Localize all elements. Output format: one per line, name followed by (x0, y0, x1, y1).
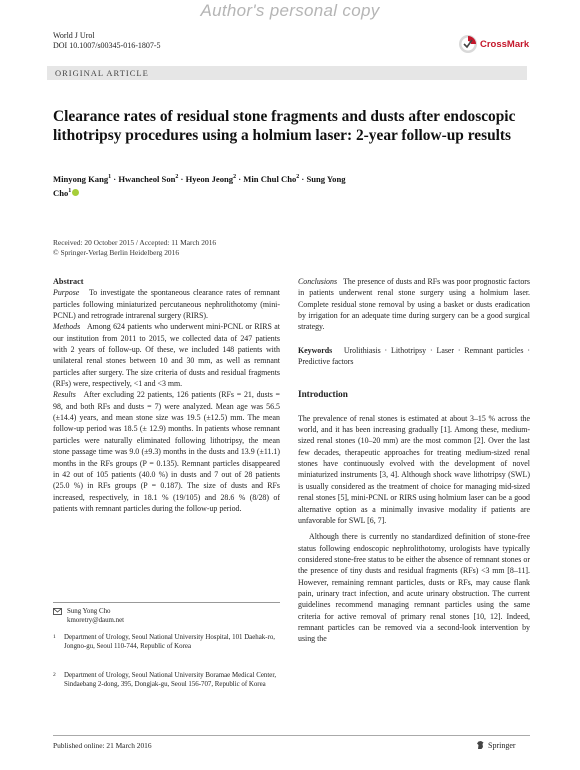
conclusions-label: Conclusions (298, 277, 338, 286)
keywords-text: Urolithiasis · Lithotripsy · Laser · Remnant particles · Predictive factors (298, 345, 531, 367)
journal-name: World J Urol (53, 31, 95, 40)
author-name[interactable]: Sung Yong Cho (53, 173, 346, 198)
publisher-logo (476, 740, 516, 750)
author-name[interactable]: Hyeon Jeong (185, 173, 234, 184)
author-affiliation-mark: 2 (175, 174, 179, 180)
abstract-conclusions (298, 276, 530, 333)
affiliation-text: Department of Urology, Seoul National University Boramae Medical Center, Sindaebang 2-dong, 395, Dongjak-gu, Seoul 156-707, Republic of Korea (64, 672, 277, 688)
article-dates (53, 238, 216, 257)
envelope-icon (53, 608, 62, 615)
affiliation-text: Department of Urology, Seoul National University Hospital, 101 Daehak-ro, Jongno-gu, Seoul 110-744, Republic of Korea (64, 634, 276, 650)
springer-horse-icon (476, 740, 485, 750)
watermark: Author's personal copy (200, 1, 380, 20)
crossmark-label: CrossMark (480, 38, 530, 50)
author-name[interactable]: Minyong Kang (53, 173, 109, 184)
methods-text: Among 624 patients who underwent mini-PCNL or RIRS at our institution from 2011 to 2015, we collected data of 247 patients with 2 years of follow-up. Of these, we included 148 patients with unilateral renal stones between 10 and 30 mm, as well as remnant particles after surgery. The size criteria of dusts and residual fragments (RFs) were, respectively, <1 and <3 mm. (53, 322, 280, 389)
purpose-text: To investigate the spontaneous clearance rates of remnant particles following miniaturized percutaneous nephrolithotomy (mini-PCNL) and retrograde intrarenal surgery (RIRS). (53, 288, 280, 321)
doi[interactable]: DOI 10.1007/s00345-016-1807-5 (53, 41, 161, 50)
abstract-column (53, 276, 280, 514)
footer-divider (53, 735, 530, 736)
conclusions-text: The presence of dusts and RFs was poor prognostic factors in patients underwent renal stone surgery using a holmium laser. Complete residual stone removal by using a basket or dusts eradication by irrigation for an adequate time during surgery can be a good surgical strategy. (298, 277, 530, 332)
author-affiliation-mark: 1 (68, 187, 72, 194)
author-affiliation-mark: 2 (296, 174, 300, 180)
article-type-band (47, 66, 527, 80)
orcid-icon[interactable] (72, 189, 79, 196)
article-title: Clearance rates of residual stone fragments and dusts after endoscopic lithotripsy procedures using a holmium laser: 2-year follow-up results (53, 108, 516, 144)
author-affiliation-mark: 1 (108, 174, 112, 180)
author-affiliation-mark: 2 (233, 174, 237, 180)
introduction-paragraph: The prevalence of renal stones is estimated at about 3–15 % across the world, and it has been increasing gradually [1]. Among these, medium-sized renal stones (10–20 mm) are the most common [2]. Over the last few decades, therapeutic approaches for treating medium-sized renal stones have continuously evolved with the development of novel miniaturized instruments [3, 4]. Although shock wave lithotripsy (SWL) is usually considered as the treatment of choice for managing mid-sized renal stones [5], mini-PCNL or RIRS using holmium laser can be a good alternative option as a minimally invasive modality if patients are unfavorable for SWL [6, 7]. (298, 413, 530, 525)
keywords (298, 345, 530, 368)
abstract-results (53, 389, 280, 514)
footnote-divider (53, 602, 280, 603)
results-label: Results (53, 390, 76, 400)
crossmark-icon (458, 34, 478, 54)
author-name[interactable]: Min Chul Cho (243, 173, 297, 184)
results-text: After excluding 22 patients, 126 patients (RFs = 21, dusts = 98, and both RFs and dusts = 7) were analyzed. Mean age was 56.5 (±14.4) years, and mean stone size was 19.5 (±12.5) mm. The mean follow-up period was 18.5 (± 12.9) months. In patients whose remnant particles were naturally eliminated following lithotripsy, the mean stone passage time was 9.0 (±9.3) months in the dusts and 13.9 (±11.1) months in the RFs groups (P = 0.135). Remnant particles disappeared in 42 out of 105 patients (40.0 %) in dusts and 7 out of 28 patients (25.0 %) in RFs groups (P = 0.187). The size of dusts and RFs increased, respectively, in 18.1 % (19/105) and 28.6 % (8/28) of patients with remnant particles during the follow-up period. (53, 390, 280, 513)
affiliation (53, 671, 280, 689)
correspondence (53, 607, 280, 625)
purpose-label: Purpose (53, 288, 80, 298)
journal-header (53, 31, 161, 51)
email-link[interactable]: kmoretry@daum.net (67, 617, 125, 624)
affiliation-number: 2 (53, 672, 56, 678)
copyright: © Springer-Verlag Berlin Heidelberg 2016 (53, 247, 180, 257)
published-date: Published online: 21 March 2016 (53, 741, 152, 750)
author-name[interactable]: Hwancheol Son (118, 173, 176, 184)
introduction-heading: Introduction (298, 389, 348, 400)
affiliation (53, 633, 280, 651)
keywords-label: Keywords (298, 345, 333, 355)
received-accepted: Received: 20 October 2015 / Accepted: 11 March 2016 (53, 238, 217, 247)
methods-label: Methods (53, 322, 81, 332)
corresponding-author: Sung Yong Cho (67, 608, 111, 615)
abstract-heading: Abstract (53, 277, 84, 286)
right-column (298, 276, 530, 645)
article-type: ORIGINAL ARTICLE (55, 68, 149, 78)
crossmark-badge[interactable] (458, 34, 529, 54)
publisher-name: Springer (488, 740, 516, 750)
abstract-methods (53, 321, 280, 389)
abstract-purpose (53, 287, 280, 321)
introduction-paragraph: Although there is currently no standardized definition of stone-free status following endoscopic nephrolithotomy, urologists have typically considered stone-free status to be either the absence of remnant stones or the presence of tiny dusts and residual fragments (RFs) <3 mm [8–11]. However, remaining remnant particles, dusts or RFs, may cause flank pain, urinary tract infection, and acute urinary obstruction. The current guidelines recommend managing remnant particles using the same criteria for active removal of primary renal stones [10, 12]. Indeed, remnant particles can be removed via a second-look intervention by using the (298, 532, 530, 644)
affiliation-number: 1 (53, 634, 56, 640)
author-list: Minyong Kang$^1$ · Hwancheol Son$^2$ · Hyeon Jeong$^2$ · Min Chul Cho$^2$ · Sung Yong Cho$^1$ (53, 173, 346, 198)
